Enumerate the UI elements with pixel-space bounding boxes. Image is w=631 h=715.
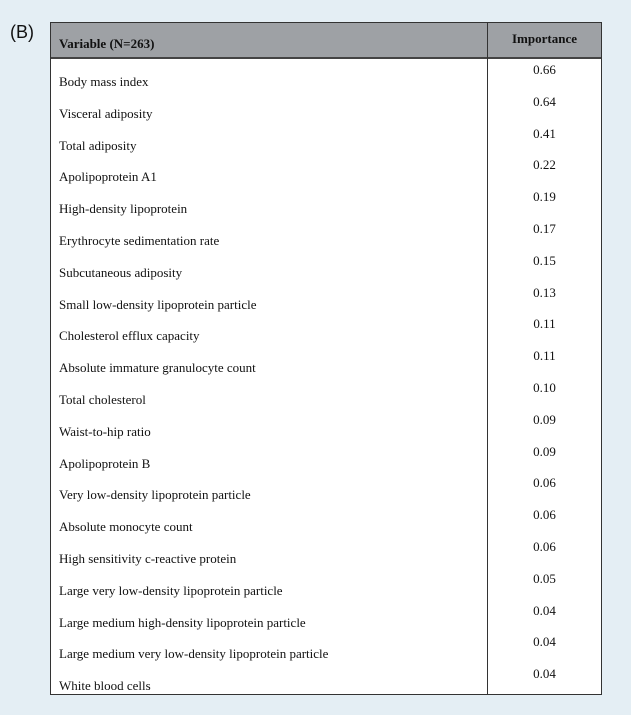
- table-row: [51, 313, 601, 345]
- row-importance: 0.06: [533, 507, 556, 523]
- row-importance: 0.09: [533, 411, 556, 427]
- row-importance: 0.05: [533, 570, 556, 586]
- table-row: [51, 568, 601, 600]
- row-importance: 0.13: [533, 284, 556, 300]
- row-importance: 0.66: [533, 62, 556, 77]
- row-variable: Total adiposity: [59, 137, 137, 153]
- table-row: [51, 377, 601, 409]
- row-importance: 0.06: [533, 475, 556, 491]
- header-variable: Variable (N=263): [59, 36, 155, 51]
- table-row: [51, 631, 601, 663]
- row-variable: Large medium high-density lipoprotein particle: [59, 614, 306, 630]
- table-row: [51, 504, 601, 536]
- row-variable: Subcutaneous adiposity: [59, 264, 183, 280]
- row-variable: White blood cells: [59, 678, 151, 694]
- table-row: [51, 472, 601, 504]
- row-importance: 0.15: [533, 252, 556, 268]
- row-variable: Absolute monocyte count: [59, 519, 193, 535]
- row-variable: High-density lipoprotein: [59, 201, 188, 217]
- row-variable: Apolipoprotein A1: [59, 169, 157, 185]
- row-importance: 0.11: [533, 348, 556, 364]
- row-variable: Absolute immature granulocyte count: [59, 360, 256, 376]
- row-importance: 0.17: [533, 221, 556, 236]
- row-importance: 0.19: [533, 189, 556, 205]
- row-variable: Body mass index: [59, 74, 149, 89]
- row-importance: 0.22: [533, 157, 556, 173]
- row-importance: 0.04: [533, 634, 556, 650]
- table-row: [51, 282, 601, 314]
- row-importance: 0.10: [533, 380, 556, 395]
- row-variable: Large very low-density lipoprotein particle: [59, 582, 283, 598]
- table-row: [51, 154, 601, 186]
- row-variable: Large medium very low-density lipoprotein particle: [59, 646, 329, 662]
- row-variable: Apolipoprotein B: [59, 455, 151, 471]
- row-importance: 0.41: [533, 125, 556, 141]
- row-variable: Cholesterol efflux capacity: [59, 328, 200, 344]
- table-row: [51, 250, 601, 282]
- importance-table: [50, 22, 602, 695]
- row-importance: 0.04: [533, 666, 556, 682]
- table-header: [51, 23, 601, 59]
- table-row: [51, 345, 601, 377]
- table-row: [51, 441, 601, 473]
- row-variable: Erythrocyte sedimentation rate: [59, 233, 220, 248]
- row-importance: 0.04: [533, 602, 556, 618]
- table-row: [51, 218, 601, 250]
- row-importance: 0.06: [533, 539, 556, 554]
- row-variable: Very low-density lipoprotein particle: [59, 487, 251, 503]
- table-row: [51, 600, 601, 632]
- row-importance: 0.64: [533, 93, 556, 109]
- row-variable: Small low-density lipoprotein particle: [59, 296, 257, 312]
- row-variable: Waist-to-hip ratio: [59, 423, 151, 439]
- table-row: [51, 186, 601, 218]
- table-row: [51, 59, 601, 91]
- table-row: [51, 123, 601, 155]
- row-variable: Visceral adiposity: [59, 105, 153, 121]
- table-row: [51, 409, 601, 441]
- row-variable: High sensitivity c-reactive protein: [59, 551, 237, 566]
- panel-label: (B): [10, 22, 34, 42]
- header-importance: Importance: [512, 31, 577, 46]
- table-row: [51, 91, 601, 123]
- row-variable: Total cholesterol: [59, 392, 146, 407]
- table-row: [51, 663, 601, 695]
- row-importance: 0.11: [533, 316, 556, 332]
- row-importance: 0.09: [533, 443, 556, 459]
- table-row: [51, 536, 601, 568]
